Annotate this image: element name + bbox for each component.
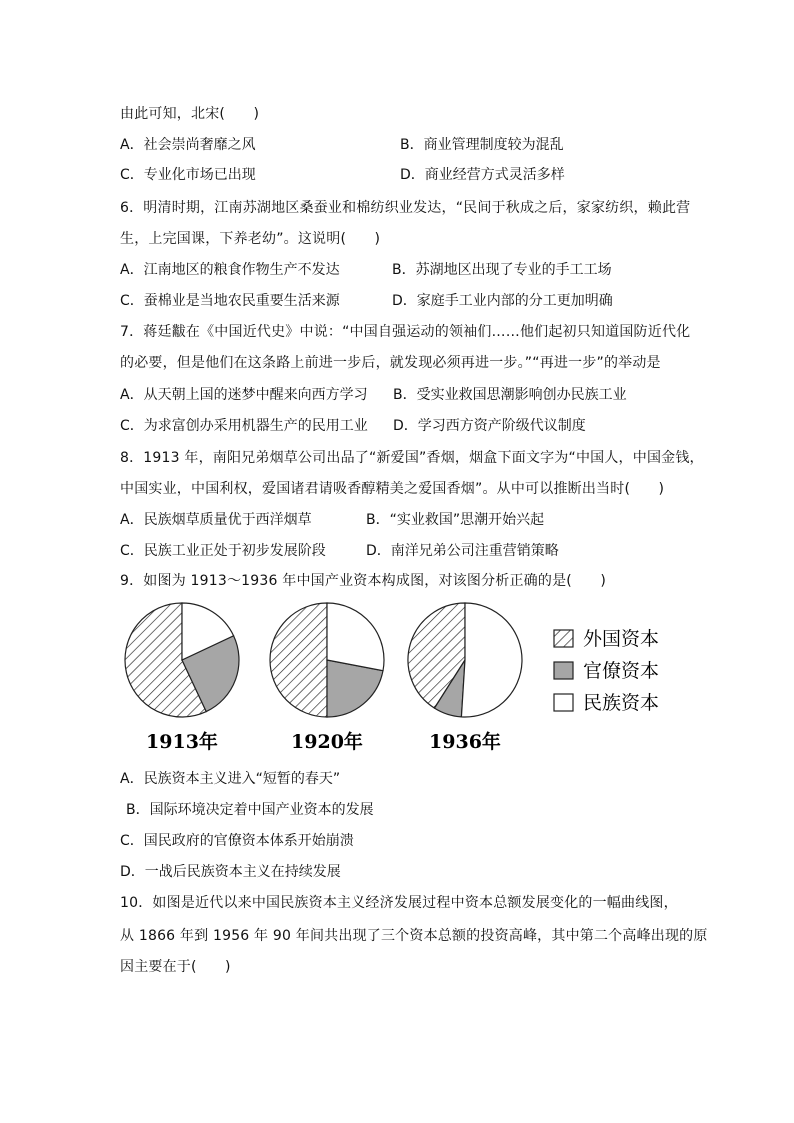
q7-line-1: 7．蒋廷黻在《中国近代史》中说：“中国自强运动的领袖们……他们起初只知道国防近代化 — [120, 324, 691, 340]
q7-option-d[interactable]: D．学习西方资产阶级代议制度 — [393, 418, 586, 434]
q10-line-1: 10．如图是近代以来中国民族资本主义经济发展过程中资本总额发展变化的一幅曲线图， — [120, 895, 678, 911]
pie-charts-svg — [115, 600, 685, 760]
pie-label-1920: 1920年 — [291, 731, 363, 753]
q9-option-d[interactable]: D．一战后民族资本主义在持续发展 — [120, 864, 341, 880]
q5-stem-end: 由此可知，北宋( ) — [120, 106, 260, 122]
q6-option-a[interactable]: A．江南地区的粮食作物生产不发达 — [120, 262, 340, 278]
q5-option-d[interactable]: D．商业经营方式灵活多样 — [400, 167, 565, 183]
q7-option-b[interactable]: B．受实业救国思潮影响创办民族工业 — [393, 387, 627, 403]
legend-swatch-national — [554, 694, 573, 711]
q6-option-d[interactable]: D．家庭手工业内部的分工更加明确 — [392, 293, 613, 309]
pie-slice-1920-national — [327, 603, 384, 671]
pie-slice-1920-foreign — [270, 603, 327, 717]
legend-swatch-foreign — [554, 630, 573, 647]
q8-option-a[interactable]: A．民族烟草质量优于西洋烟草 — [120, 512, 312, 528]
q10-line-2: 从 1866 年到 1956 年 90 年间共出现了三个资本总额的投资高峰，其中第二个高峰出现的原 — [120, 928, 708, 944]
q5-option-b[interactable]: B．商业管理制度较为混乱 — [400, 137, 564, 153]
legend-label-national: 民族资本 — [583, 692, 660, 714]
legend-swatch-bureaucratic — [554, 662, 573, 679]
legend-label-bureaucratic: 官僚资本 — [583, 660, 660, 682]
q7-option-c[interactable]: C．为求富创办采用机器生产的民用工业 — [120, 418, 368, 434]
capital-structure-figure — [115, 600, 685, 760]
q10-line-3: 因主要在于( ) — [120, 959, 231, 975]
q9-line-1: 9．如图为 1913～1936 年中国产业资本构成图，对该图分析正确的是( ) — [120, 573, 606, 589]
legend-label-foreign: 外国资本 — [583, 628, 660, 650]
q8-option-d[interactable]: D．南洋兄弟公司注重营销策略 — [366, 543, 559, 559]
pie-slice-1936-national — [461, 603, 522, 717]
q8-option-c[interactable]: C．民族工业正处于初步发展阶段 — [120, 543, 326, 559]
q7-option-a[interactable]: A．从天朝上国的迷梦中醒来向西方学习 — [120, 387, 368, 403]
q6-option-b[interactable]: B．苏湖地区出现了专业的手工工场 — [392, 262, 612, 278]
q5-option-a[interactable]: A．社会崇尚奢靡之风 — [120, 137, 256, 153]
q9-option-c[interactable]: C．国民政府的官僚资本体系开始崩溃 — [120, 833, 354, 849]
q7-line-2: 的必要，但是他们在这条路上前进一步后，就发现必须再进一步。”“再进一步”的举动是 — [120, 355, 661, 371]
q6-line-1: 6．明清时期，江南苏湖地区桑蚕业和棉纺织业发达，“民间于秋成之后，家家纺织，赖此营 — [120, 200, 691, 216]
pie-label-1936: 1936年 — [429, 731, 501, 753]
q6-line-2: 生，上完国课，下养老幼”。这说明( ) — [120, 231, 381, 247]
q8-option-b[interactable]: B．“实业救国”思潮开始兴起 — [366, 512, 545, 528]
q9-option-a[interactable]: A．民族资本主义进入“短暂的春天” — [120, 771, 341, 787]
q8-line-2: 中国实业，中国利权，爱国诸君请吸香醇精美之爱国香烟”。从中可以推断出当时( ) — [120, 481, 665, 497]
q9-option-b[interactable]: B．国际环境决定着中国产业资本的发展 — [126, 802, 374, 818]
pie-label-1913: 1913年 — [146, 731, 218, 753]
q6-option-c[interactable]: C．蚕棉业是当地农民重要生活来源 — [120, 293, 340, 309]
q5-option-c[interactable]: C．专业化市场已出现 — [120, 167, 256, 183]
q8-line-1: 8．1913 年，南阳兄弟烟草公司出品了“新爱国”香烟，烟盒下面文字为“中国人，中国金钱， — [120, 450, 704, 466]
